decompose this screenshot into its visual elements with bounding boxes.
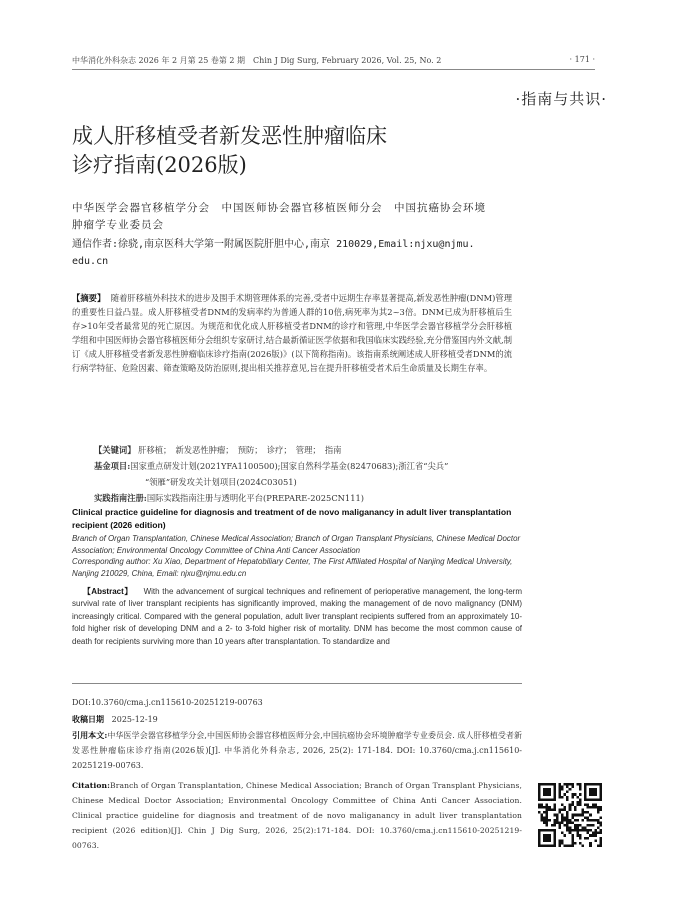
title-line-2: 诊疗指南(2026版) <box>72 153 247 177</box>
header-rule <box>72 69 595 70</box>
fund-text-1: 国家重点研发计划(2021YFA1100500);国家自然科学基金(82470683);浙江省“尖兵” <box>130 461 449 471</box>
fund-label: 基金项目: <box>94 461 131 471</box>
citation-text: Branch of Organ Transplantation, Chinese Medical Association; Branch of Organ Transplant Physicians, Chinese Medical Doctor Association; Environmental Oncology Committee of China Anti Cancer Association. Clinical practice guideline for diagnosis and treatment of de novo maliganancy in adult liver transplantation recipient (2026 edition)[J]. Chin J Dig Surg, 2026, 25(2):171-184. DOI: 10.3760/cma.j.cn115610-20251219-00763. <box>72 781 522 850</box>
fund-line <box>94 459 514 473</box>
chinese-abstract <box>72 291 512 375</box>
english-title: Clinical practice guideline for diagnosis and treatment of de novo maliganancy in adult liver transplantation recipient (2026 edition) <box>72 507 512 530</box>
cite-block <box>72 728 522 773</box>
doi-line: DOI:10.3760/cma.j.cn115610-20251219-00763 <box>72 698 263 707</box>
section-label: ·指南与共识· <box>515 90 607 108</box>
english-authors <box>72 533 522 579</box>
received-label: 收稿日期 <box>72 714 104 724</box>
cite-label: 引用本文: <box>72 730 108 740</box>
footer-rule <box>72 683 522 684</box>
keywords-text: 肝移植； 新发恶性肿瘤； 预防； 诊疗； 管理； 指南 <box>138 445 342 455</box>
running-header: 中华消化外科杂志 2026 年 2 月第 25 卷第 2 期 Chin J Dig Surg, February 2026, Vol. 25, No. 2 <box>72 56 442 65</box>
english-abstract <box>72 586 522 648</box>
author-organizations <box>72 200 522 234</box>
cite-text: 中华医学会器官移植学分会,中国医师协会器官移植医师分会,中国抗癌协会环境肿瘤学专业委员会. 成人肝移植受者新发恶性肿瘤临床诊疗指南(2026版)[J]. 中华消化外科杂志, 2026, 25(2): 171-184. DOI: 10.3760/cma.j.cn115610-20251219-00763. <box>72 731 522 770</box>
qr-code-icon <box>538 783 602 847</box>
keywords-label: 【关键词】 <box>94 445 136 455</box>
page-title <box>72 122 542 180</box>
registration-text: 国际实践指南注册与透明化平台(PREPARE-2025CN111) <box>146 493 365 503</box>
english-citation <box>72 778 522 853</box>
english-abstract-label: 【Abstract】 <box>82 587 133 596</box>
title-line-1: 成人肝移植受者新发恶性肿瘤临床 <box>72 124 387 148</box>
corresponding-author <box>72 237 522 270</box>
corresp-line-1: 通信作者:徐骁,南京医科大学第一附属医院肝胆中心,南京 210029,Email:njxu@njmu. <box>72 239 475 250</box>
abstract-label: 【摘要】 <box>72 293 106 303</box>
authors-line-2: 肿瘤学专业委员会 <box>72 219 164 231</box>
authors-line-1: 中华医学会器官移植学分会 中国医师协会器官移植医师分会 中国抗癌协会环境 <box>72 202 486 214</box>
abstract-text: 随着肝移植外科技术的进步及围手术期管理体系的完善,受者中远期生存率显著提高,新发恶性肿瘤(DNM)管理的重要性日益凸显。成人肝移植受者DNM的发病率约为普通人群的10倍,病死率为其2~3倍。DNM已成为肝移植后生存>10年受者最常见的死亡原因。为规范和优化成人肝移植受者DNM的诊疗和管理,中华医学会器官移植学分会肝移植学组和中国医师协会器官移植医师分会组织专家研讨,结合最新循证医学依据和我国临床实践经验,充分借鉴国内外文献,制订《成人肝移植受者新发恶性肿瘤临床诊疗指南(2026版)》(以下简称指南)。该指南系统阐述成人肝移植受者DNM的流行病学特征、危险因素、筛查策略及防治原则,提出相关推荐意见,旨在提升肝移植受者术后生命质量及长期生存率。 <box>72 293 512 373</box>
english-abstract-text: With the advancement of surgical techniques and refinement of perioperative management, the long-term survival rate of liver transplant recipients has significantly improved, making the management of de novo malignancy (DNM) increasingly critical. Compared with the general population, adult liver transplant recipients suffered from an approximately 10-fold higher risk of developing DNM and a 2- to 3-fold higher risk of mortality. DNM has become the most common cause of death for recipients surviving more than 10 years after transplantation. To standardize and <box>72 587 523 646</box>
registration-label: 实践指南注册: <box>94 493 147 503</box>
english-organizations: Branch of Organ Transplantation, Chinese Medical Association; Branch of Organ Transplant Physicians, Chinese Medical Doctor Association; Environmental Oncology Committee of China Anti Cancer Association <box>72 534 521 555</box>
fund-line-2: “领雁”研发攻关计划项目(2024C03051) <box>145 477 297 487</box>
registration-line <box>94 491 514 505</box>
corresp-line-2: edu.cn <box>72 255 109 267</box>
received-line <box>72 713 522 726</box>
citation-label: Citation: <box>72 781 111 790</box>
keywords-line <box>94 443 514 457</box>
english-corresponding: Corresponding author: Xu Xiao, Department of Hepatobiliary Center, The First Affiliated Hospital of Nanjing Medical University, Nanjing 210029, China, Email: njxu@njmu.edu.cn <box>72 557 513 578</box>
page-number: · 171 · <box>569 55 595 64</box>
received-date: 2025-12-19 <box>111 715 158 724</box>
